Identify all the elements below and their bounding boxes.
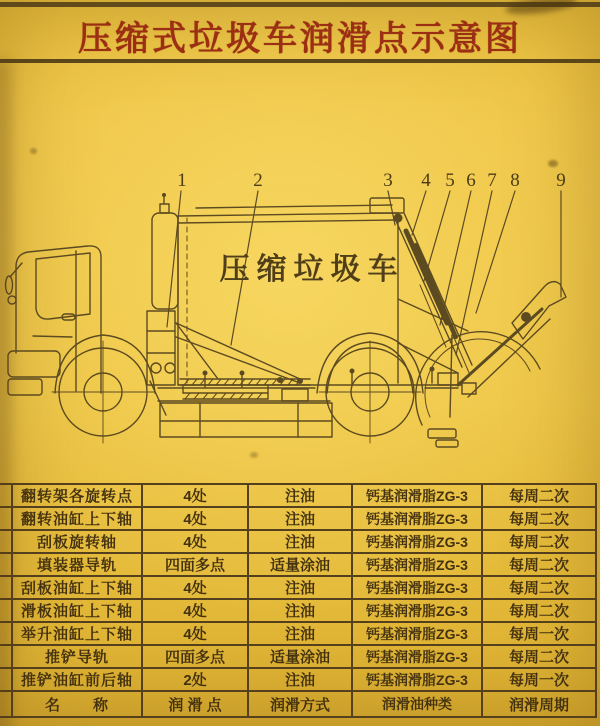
cell-points: 4处 bbox=[142, 576, 248, 599]
cell-method: 注油 bbox=[248, 530, 352, 553]
cell-method: 注油 bbox=[248, 599, 352, 622]
body-label-text: 压缩垃圾车 bbox=[219, 253, 405, 286]
row-index-cell bbox=[0, 553, 12, 576]
row-index-cell bbox=[0, 576, 12, 599]
cell-method: 注油 bbox=[248, 622, 352, 645]
callout-numbers bbox=[177, 170, 566, 191]
row-index-cell bbox=[0, 691, 12, 717]
table-row bbox=[0, 553, 596, 576]
cell-cycle: 每周二次 bbox=[482, 599, 596, 622]
cell-oil: 钙基润滑脂ZG-3 bbox=[352, 668, 482, 691]
cell-name: 刮板油缸上下轴 bbox=[12, 576, 142, 599]
cell-method: 适量涂油 bbox=[248, 645, 352, 668]
table-row bbox=[0, 576, 596, 599]
table-row bbox=[0, 484, 596, 507]
header-method: 润滑方式 bbox=[248, 691, 352, 717]
cell-points: 4处 bbox=[142, 622, 248, 645]
cell-name: 举升油缸上下轴 bbox=[12, 622, 142, 645]
cell-cycle: 每周二次 bbox=[482, 645, 596, 668]
cell-oil: 钙基润滑脂ZG-3 bbox=[352, 530, 482, 553]
cell-name: 翻转油缸上下轴 bbox=[12, 507, 142, 530]
cell-name: 滑板油缸上下轴 bbox=[12, 599, 142, 622]
row-index-cell bbox=[0, 599, 12, 622]
table-row bbox=[0, 622, 596, 645]
title-underline-rule bbox=[0, 59, 600, 63]
table-row bbox=[0, 507, 596, 530]
header-points: 润 滑 点 bbox=[142, 691, 248, 717]
top-rule bbox=[0, 2, 600, 7]
truck-cab bbox=[6, 246, 167, 415]
callout-3: 3 bbox=[383, 170, 393, 191]
callout-9: 9 bbox=[556, 170, 566, 191]
cell-method: 注油 bbox=[248, 668, 352, 691]
header-name: 名 称 bbox=[12, 691, 142, 717]
cell-oil: 钙基润滑脂ZG-3 bbox=[352, 507, 482, 530]
cell-cycle: 每周一次 bbox=[482, 668, 596, 691]
header-cycle: 润滑周期 bbox=[482, 691, 596, 717]
truck-body bbox=[178, 205, 462, 385]
bin-lift-mechanism bbox=[147, 193, 310, 399]
cell-points: 4处 bbox=[142, 530, 248, 553]
cell-points: 四面多点 bbox=[142, 553, 248, 576]
cell-oil: 钙基润滑脂ZG-3 bbox=[352, 622, 482, 645]
cell-oil: 钙基润滑脂ZG-3 bbox=[352, 576, 482, 599]
cell-points: 2处 bbox=[142, 668, 248, 691]
tailgate-mechanism bbox=[370, 198, 566, 447]
table-row bbox=[0, 599, 596, 622]
table-header-row bbox=[0, 691, 596, 717]
row-index-cell bbox=[0, 622, 12, 645]
cell-oil: 钙基润滑脂ZG-3 bbox=[352, 645, 482, 668]
cell-name: 刮板旋转轴 bbox=[12, 530, 142, 553]
row-index-cell bbox=[0, 530, 12, 553]
callout-2: 2 bbox=[253, 170, 263, 191]
cell-cycle: 每周一次 bbox=[482, 622, 596, 645]
truck-diagram bbox=[0, 85, 600, 483]
row-index-cell bbox=[0, 484, 12, 507]
cell-method: 注油 bbox=[248, 484, 352, 507]
cell-points: 4处 bbox=[142, 507, 248, 530]
cell-oil: 钙基润滑脂ZG-3 bbox=[352, 484, 482, 507]
cell-points: 4处 bbox=[142, 484, 248, 507]
cell-cycle: 每周二次 bbox=[482, 553, 596, 576]
cell-oil: 钙基润滑脂ZG-3 bbox=[352, 599, 482, 622]
cell-cycle: 每周二次 bbox=[482, 576, 596, 599]
lubrication-table bbox=[0, 483, 597, 718]
cell-cycle: 每周二次 bbox=[482, 484, 596, 507]
cell-name: 填装器导轨 bbox=[12, 553, 142, 576]
cell-method: 注油 bbox=[248, 507, 352, 530]
rear-wheel bbox=[317, 333, 423, 443]
callout-8: 8 bbox=[510, 170, 520, 191]
table-row bbox=[0, 645, 596, 668]
table-row bbox=[0, 530, 596, 553]
cell-cycle: 每周二次 bbox=[482, 530, 596, 553]
cell-method: 适量涂油 bbox=[248, 553, 352, 576]
cell-name: 推铲油缸前后轴 bbox=[12, 668, 142, 691]
row-index-cell bbox=[0, 668, 12, 691]
row-index-cell bbox=[0, 645, 12, 668]
cell-method: 注油 bbox=[248, 576, 352, 599]
cell-name: 翻转架各旋转点 bbox=[12, 484, 142, 507]
header-oil: 润滑油种类 bbox=[352, 691, 482, 717]
callout-7: 7 bbox=[487, 170, 497, 191]
cell-cycle: 每周二次 bbox=[482, 507, 596, 530]
cell-points: 四面多点 bbox=[142, 645, 248, 668]
cell-oil: 钙基润滑脂ZG-3 bbox=[352, 553, 482, 576]
callout-1: 1 bbox=[177, 170, 187, 191]
cell-name: 推铲导轨 bbox=[12, 645, 142, 668]
row-index-cell bbox=[0, 507, 12, 530]
table-row bbox=[0, 668, 596, 691]
callout-6: 6 bbox=[466, 170, 476, 191]
front-wheel bbox=[52, 341, 154, 443]
cell-points: 4处 bbox=[142, 599, 248, 622]
page-title: 压缩式垃圾车润滑点示意图 bbox=[78, 21, 522, 58]
callout-4: 4 bbox=[421, 170, 431, 191]
callout-5: 5 bbox=[445, 170, 455, 191]
